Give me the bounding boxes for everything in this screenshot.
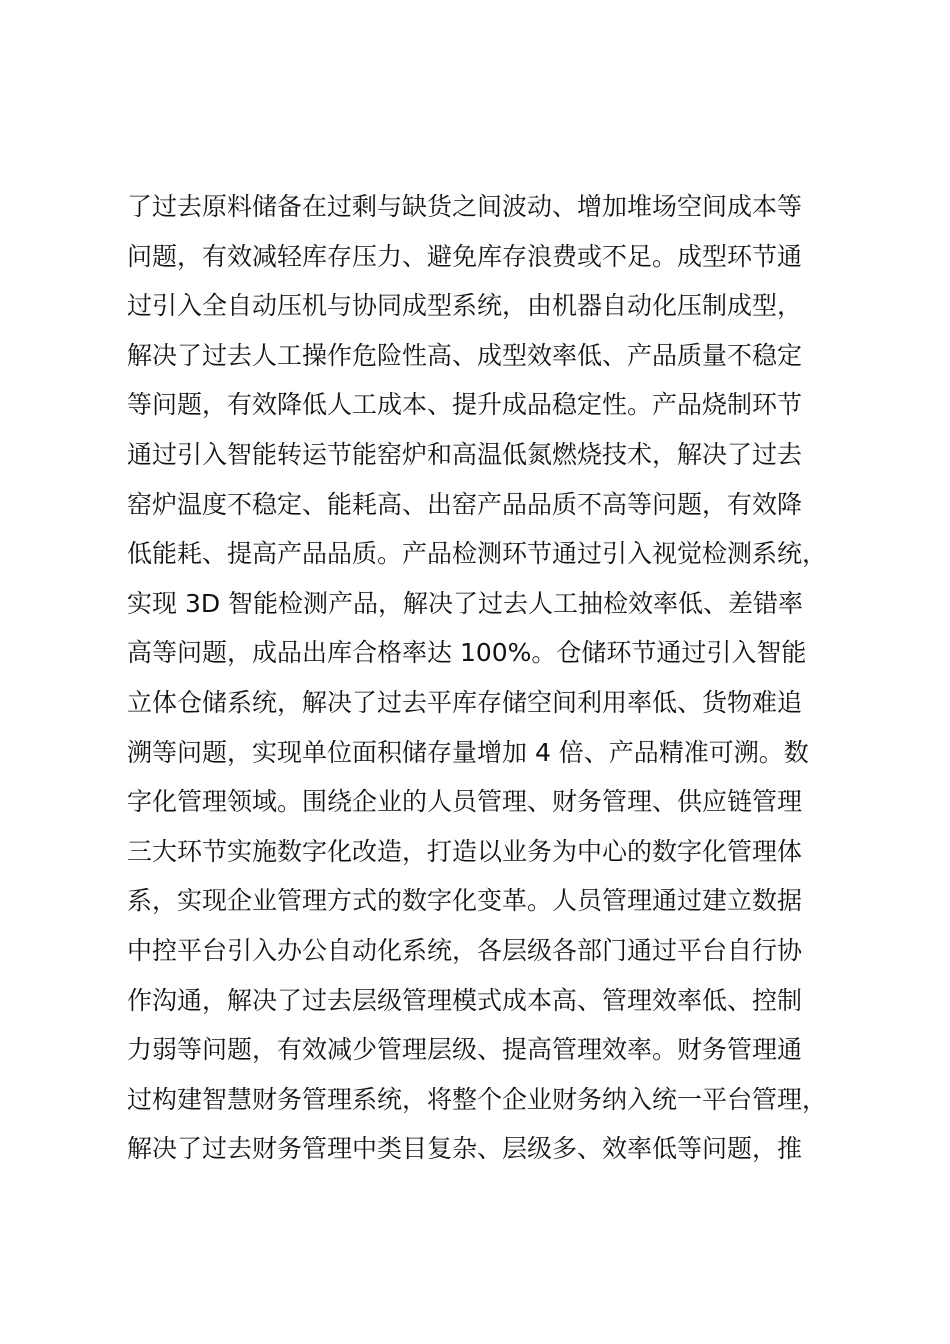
text-line: 过构建智慧财务管理系统，将整个企业财务纳入统一平台管理， <box>127 1084 828 1114</box>
text-line: 实现 3D 智能检测产品，解决了过去人工抽检效率低、差错率 <box>127 588 804 618</box>
text-line: 了过去原料储备在过剩与缺货之间波动、增加堆场空间成本等 <box>127 192 803 221</box>
text-line: 系，实现企业管理方式的数字化变革。人员管理通过建立数据 <box>127 886 803 916</box>
text-line: 解决了过去人工操作危险性高、成型效率低、产品质量不稳定 <box>127 340 803 370</box>
text-line: 溯等问题，实现单位面积储存量增加 4 倍、产品精准可溯。数 <box>127 737 809 767</box>
text-line: 过引入全自动压机与协同成型系统，由机器自动化压制成型， <box>127 291 803 321</box>
text-line: 中控平台引入办公自动化系统，各层级各部门通过平台自行协 <box>127 935 803 965</box>
text-line: 通过引入智能转运节能窑炉和高温低氮燃烧技术，解决了过去 <box>127 439 803 469</box>
text-line: 高等问题，成品出库合格率达 100%。仓储环节通过引入智能 <box>127 638 807 668</box>
text-line: 立体仓储系统，解决了过去平库存储空间利用率低、货物难追 <box>127 687 803 717</box>
text-line: 作沟通，解决了过去层级管理模式成本高、管理效率低、控制 <box>127 985 803 1015</box>
body-paragraph <box>127 182 857 1174</box>
text-line: 字化管理领域。围绕企业的人员管理、财务管理、供应链管理 <box>127 787 803 817</box>
text-line: 解决了过去财务管理中类目复杂、层级多、效率低等问题，推 <box>127 1134 803 1164</box>
text-line: 等问题，有效降低人工成本、提升成品稳定性。产品烧制环节 <box>127 390 803 420</box>
text-line: 问题，有效减轻库存压力、避免库存浪费或不足。成型环节通 <box>127 241 803 271</box>
text-line: 窑炉温度不稳定、能耗高、出窑产品品质不高等问题，有效降 <box>127 489 803 519</box>
text-line: 力弱等问题，有效减少管理层级、提高管理效率。财务管理通 <box>127 1035 803 1065</box>
text-line: 三大环节实施数字化改造，打造以业务为中心的数字化管理体 <box>127 836 803 866</box>
text-line: 低能耗、提高产品品质。产品检测环节通过引入视觉检测系统， <box>127 539 828 569</box>
